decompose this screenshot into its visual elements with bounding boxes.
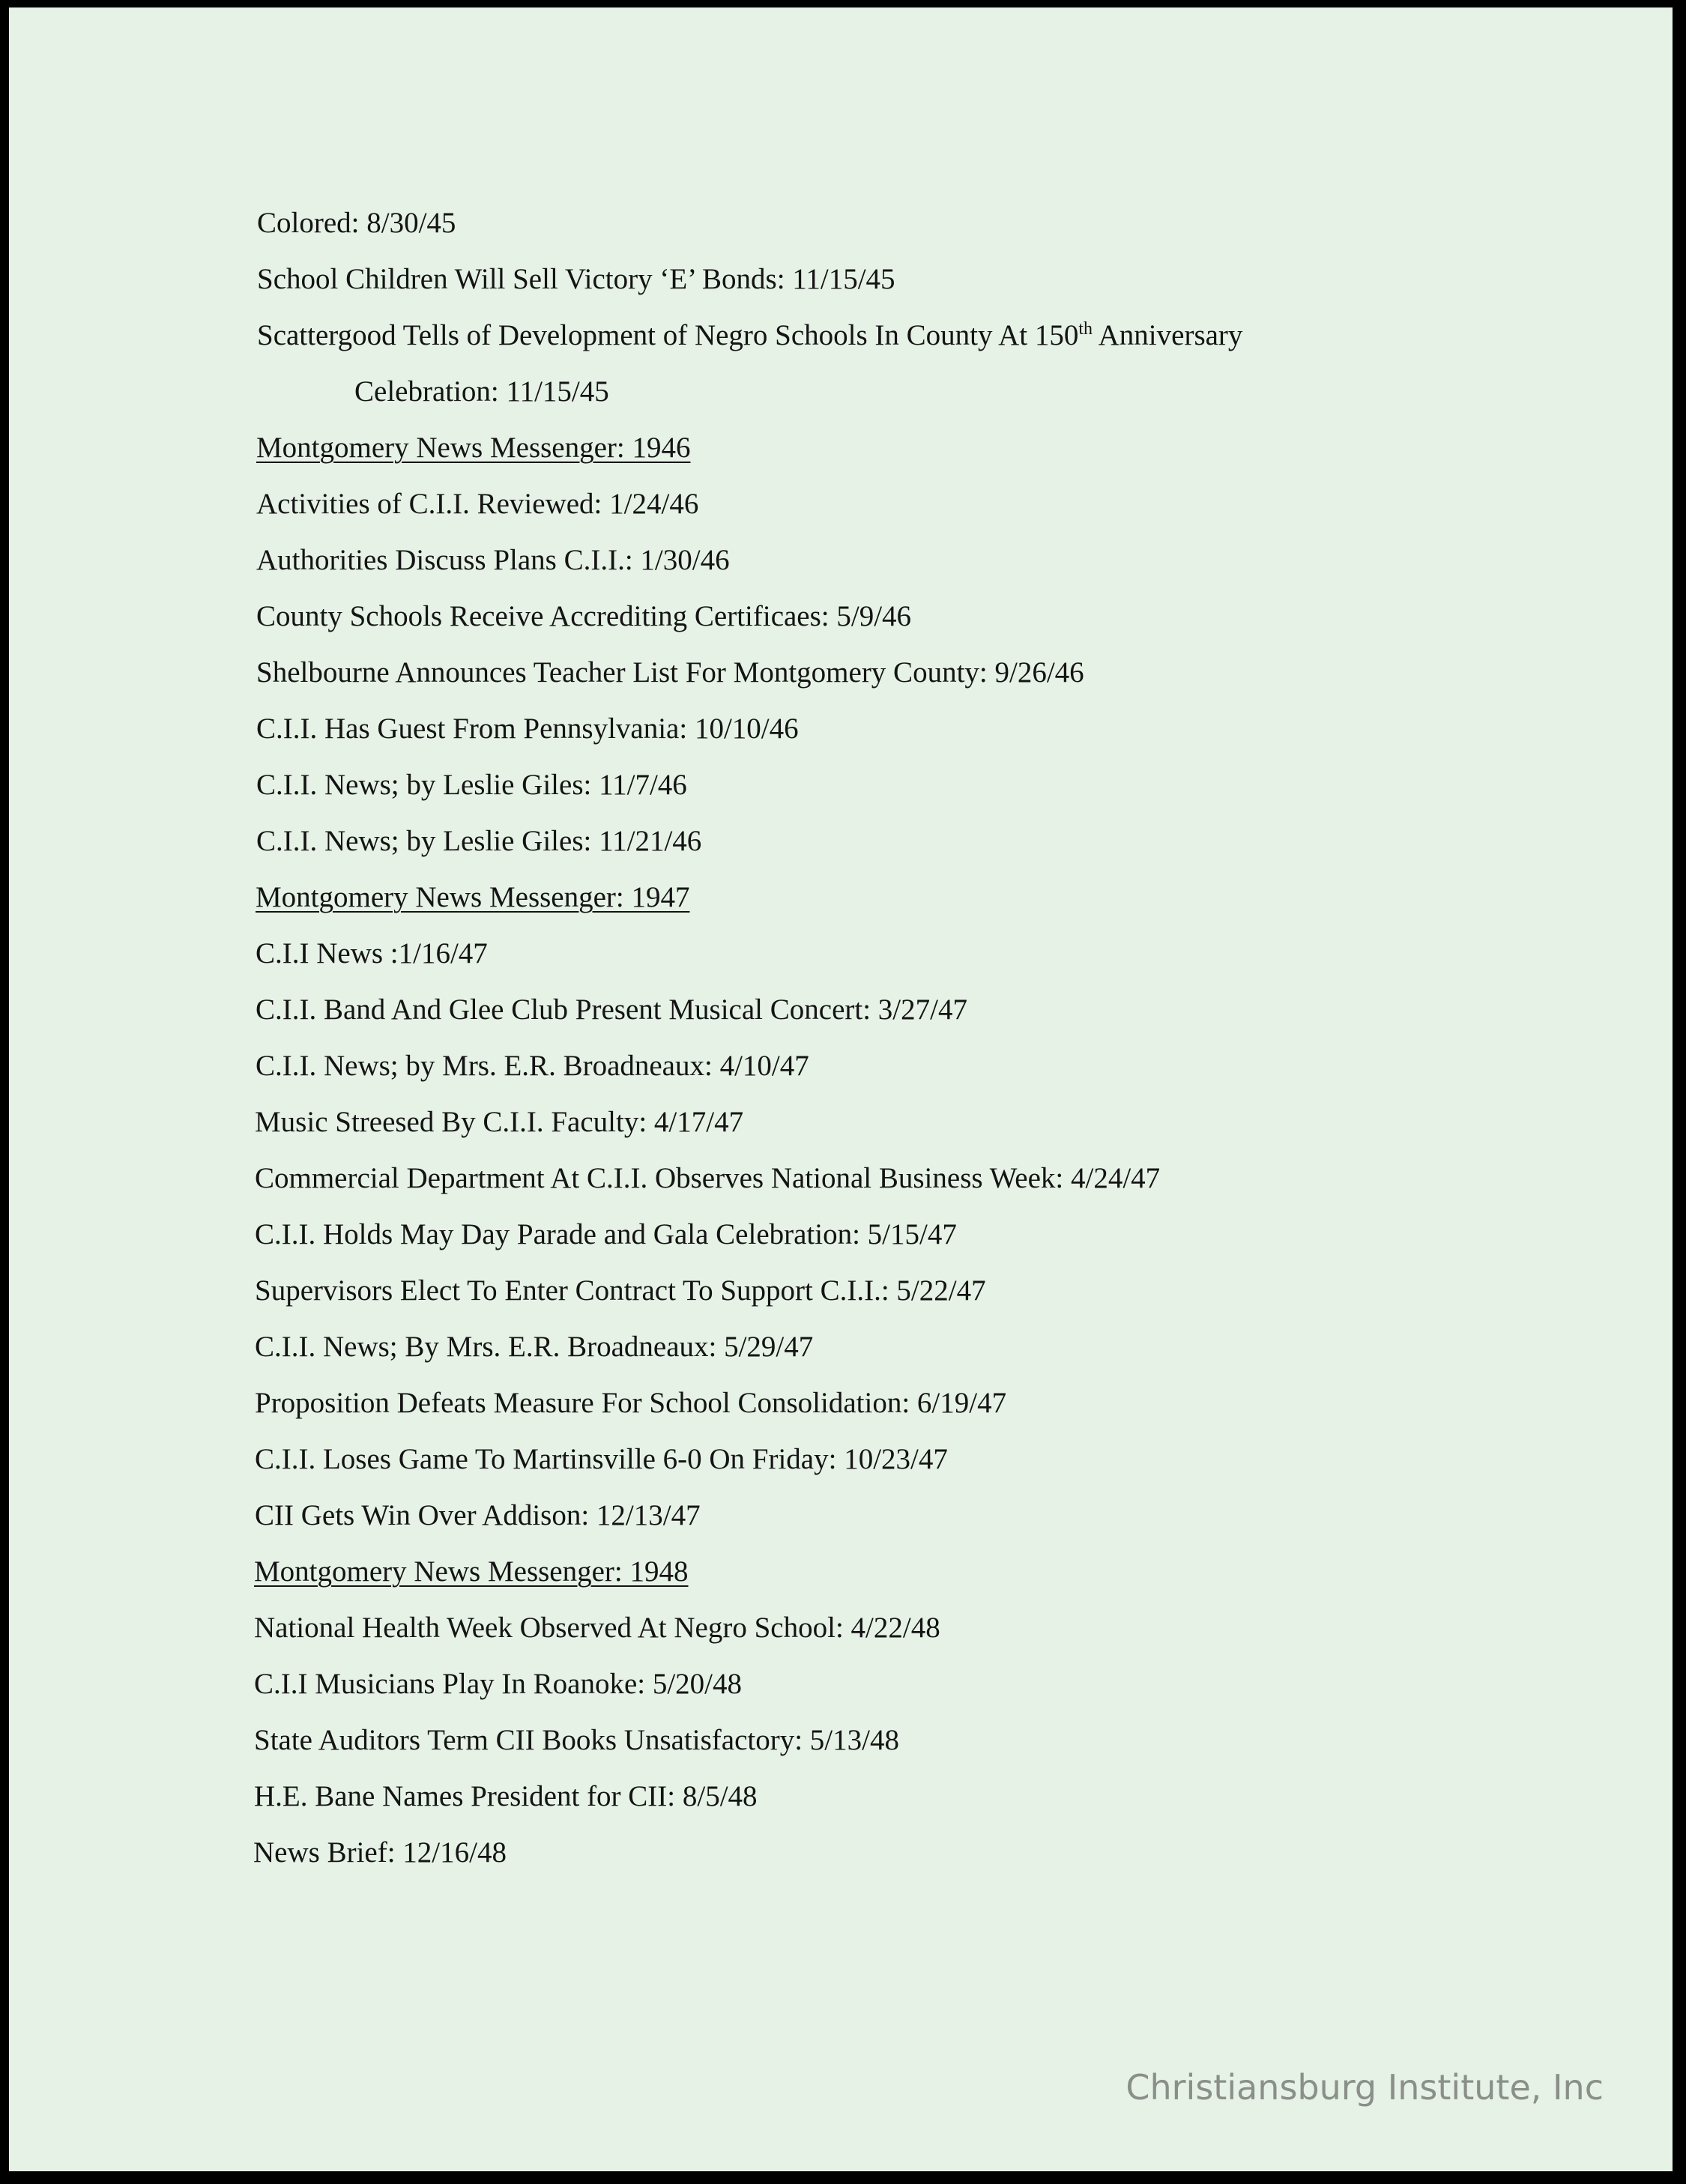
document-page [9,7,1673,2171]
list-item-continuation: Celebration: 11/15/45 [354,375,609,408]
entry-text-continued: Anniversary [1093,319,1243,351]
list-item: C.I.I Musicians Play In Roanoke: 5/20/48 [254,1668,743,1700]
section-heading: Montgomery News Messenger: 1947 [256,881,690,913]
list-item: C.I.I. News; by Leslie Giles: 11/21/46 [256,825,702,857]
section-heading: Montgomery News Messenger: 1948 [254,1555,689,1588]
list-item: C.I.I. Has Guest From Pennsylvania: 10/10/46 [256,713,799,745]
list-item: Activities of C.I.I. Reviewed: 1/24/46 [256,488,699,520]
ordinal-suffix: th [1078,319,1093,339]
section-heading: Montgomery News Messenger: 1946 [256,432,691,464]
list-item: Shelbourne Announces Teacher List For Montgomery County: 9/26/46 [256,656,1084,689]
list-item: Commercial Department At C.I.I. Observes National Business Week: 4/24/47 [255,1162,1161,1194]
list-item: Proposition Defeats Measure For School Consolidation: 6/19/47 [255,1387,1007,1419]
list-item: C.I.I News :1/16/47 [256,937,488,970]
list-item: Colored: 8/30/45 [257,207,456,239]
list-item: National Health Week Observed At Negro School: 4/22/48 [254,1612,940,1644]
list-item: Supervisors Elect To Enter Contract To Support C.I.I.: 5/22/47 [255,1274,986,1307]
list-item: C.I.I. News; by Leslie Giles: 11/7/46 [256,769,687,801]
list-item: C.I.I. News; By Mrs. E.R. Broadneaux: 5/29/47 [255,1331,814,1363]
list-item: News Brief: 12/16/48 [253,1836,507,1869]
list-item: C.I.I. Loses Game To Martinsville 6-0 On Friday: 10/23/47 [255,1443,948,1475]
document-body [9,7,1673,2171]
list-item: C.I.I. Holds May Day Parade and Gala Celebration: 5/15/47 [255,1218,957,1250]
list-item: Authorities Discuss Plans C.I.I.: 1/30/46 [256,544,730,576]
list-item: State Auditors Term CII Books Unsatisfactory: 5/13/48 [254,1724,899,1756]
list-item: County Schools Receive Accrediting Certificaes: 5/9/46 [256,600,912,632]
list-item: C.I.I. Band And Glee Club Present Musical Concert: 3/27/47 [256,993,967,1026]
watermark-text: Christiansburg Institute, Inc [1125,2067,1604,2108]
list-item: Music Streesed By C.I.I. Faculty: 4/17/47 [255,1106,744,1138]
list-item: CII Gets Win Over Addison: 12/13/47 [255,1499,701,1531]
list-item: C.I.I. News; by Mrs. E.R. Broadneaux: 4/10/47 [256,1050,809,1082]
list-item: H.E. Bane Names President for CII: 8/5/48 [254,1780,758,1812]
list-item: School Children Will Sell Victory ‘E’ Bonds: 11/15/45 [257,263,895,295]
list-item [257,321,1242,350]
entry-text: Scattergood Tells of Development of Negro Schools In County At 150 [257,319,1079,351]
